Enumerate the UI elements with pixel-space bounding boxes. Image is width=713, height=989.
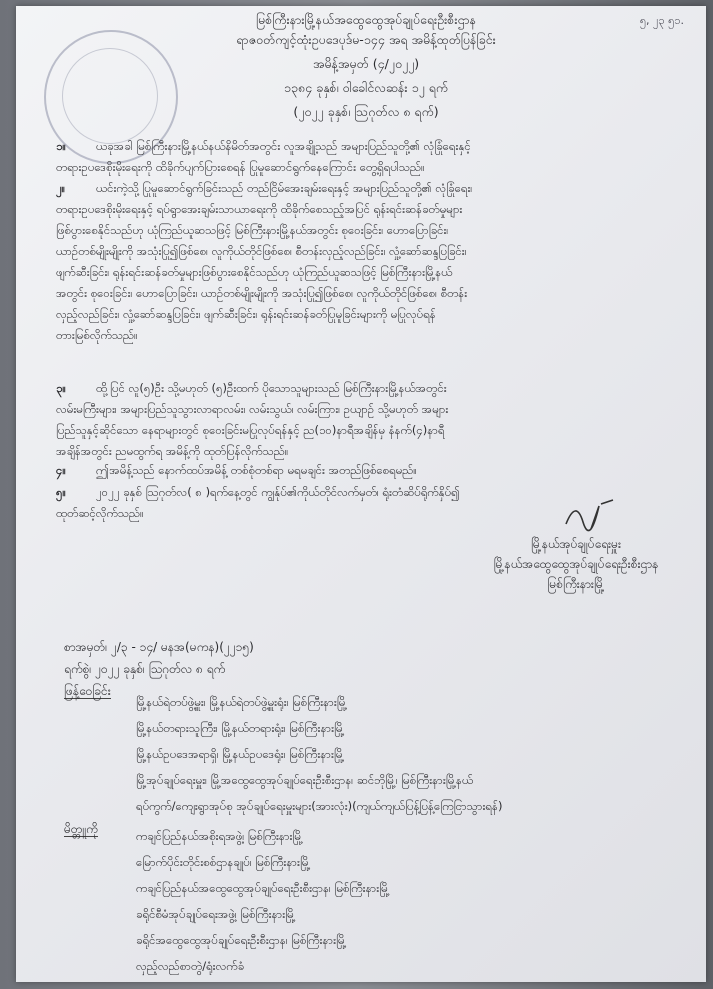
paragraph-line [56, 460, 676, 481]
paragraph-text: ထို့ပြင် လူ(၅)ဦး သို့မဟုတ် (၅)ဦးထက် ပိုသောသူများသည် မြစ်ကြီးနားမြို့နယ်အတွင်း [96, 381, 447, 395]
distribution-heading: ဖြန့်ဝေခြင်း [64, 684, 111, 698]
copies-heading: မိတ္တူကို [64, 822, 98, 836]
paragraph-number: ၅။ [56, 485, 66, 499]
document-sheet [16, 6, 706, 982]
signatory-department: မြို့နယ်အထွေထွေအုပ်ချုပ်ရေးဦးစီးဌာန [493, 557, 659, 571]
paragraph-text: တားမြစ်လိုက်သည်။ [56, 328, 138, 342]
paragraph-text: လှည့်လည်ခြင်း၊ လှုံ့ဆော်ဆန္ဒပြခြင်း၊ ဖျက်ဆီးခြင်း၊ ရုန်းရင်းဆန်ခတ်ပြုမူခြင်းများကို မပြုလုပ်ရန် [56, 307, 436, 321]
paragraph [56, 460, 676, 481]
paragraph-text: ယာဉ်တစ်မျိုးမျိုးကို အသုံးပြု၍ဖြစ်စေ၊ လူကိုယ်တိုင်ဖြစ်စေ၊ စီတန်းလှည့်လည်ခြင်း၊ လှုံ့ဆော်ဆန္ဒပြခြင်း၊ [56, 244, 467, 258]
paragraph-line [56, 325, 676, 346]
paragraph-number: ၁။ [56, 139, 66, 153]
paragraph-text: ပြည်သူနှင့်ဆိုင်သော နေရာများတွင် စုဝေးခြင်းမပြုလုပ်ရန်နှင့် ည(၁၀)နာရီအချိန်မှ နံနက်(၄)နာရီ [56, 423, 445, 437]
paragraph-text: ထုတ်ဆင့်လိုက်သည်။ [56, 506, 144, 520]
signatory-title: မြို့နယ်အုပ်ချုပ်ရေးမှူး [530, 537, 621, 551]
copy-recipient-item: ကချင်ပြည်နယ်အစိုးရအဖွဲ့၊ မြစ်ကြီးနားမြို့ [136, 829, 303, 843]
distribution-item: မြို့နယ်ဥပဒေအရာရှိ၊ မြို့နယ်ဥပဒေရုံး၊ မြစ်ကြီးနားမြို့ [136, 747, 345, 761]
paragraph [56, 136, 676, 178]
paragraph-text: ဤအမိန့်သည် နောက်ထပ်အမိန့် တစ်စုံတစ်ရာ မရမချင်း အတည်ဖြစ်စေရမည်။ [96, 463, 417, 477]
signature-scribble [561, 494, 621, 534]
paragraph-text: ဖြစ်ပွားစေနိုင်သည်ဟု ယုံကြည်ယူဆသဖြင့် မြစ်ကြီးနားမြို့နယ်အတွင်း စုဝေးခြင်း၊ ဟောပြောခြင်း၊ [56, 223, 449, 237]
paragraph-line [56, 157, 676, 178]
paragraph-line [56, 136, 676, 157]
paragraph-line [56, 199, 676, 220]
copy-recipient-item: ကချင်ပြည်နယ်အထွေထွေအုပ်ချုပ်ရေးဦးစီးဌာန၊ မြစ်ကြီးနားမြို့ [136, 881, 390, 895]
distribution-item: ရပ်ကွက်/ကျေးရွာအုပ်စု အုပ်ချုပ်ရေးမှူးများ(အားလုံး)(ကျယ်ကျယ်ပြန့်ပြန့်ကြေငြာသွားရန်) [136, 799, 503, 813]
paragraph-line [56, 262, 676, 283]
paragraph [56, 378, 676, 462]
paragraph-line [56, 241, 676, 262]
paragraph-text: ဖျက်ဆီးခြင်း၊ ရုန်းရင်းဆန်ခတ်မှုများဖြစ်ပွားစေနိုင်သည်ဟု ယုံကြည်ယူဆသဖြင့် မြစ်ကြီးနားမြို့နယ် [56, 265, 453, 279]
paragraph [56, 178, 676, 346]
paragraph-number: ၃။ [56, 381, 66, 395]
header-gregorian-date: (၂၀၂၂ ခုနှစ်၊ ဩဂုတ်လ ၈ ရက်) [293, 104, 439, 119]
paragraph-line [56, 420, 676, 441]
paragraph-text: လမ်းမကြီးများ၊ အများပြည်သူသွားလာရာလမ်း၊ လမ်းသွယ်၊ လမ်းကြား၊ ဥယျာဉ် သို့မဟုတ် အများ [56, 402, 449, 416]
paragraph-line [56, 304, 676, 325]
copy-recipient-item: ခရိုင်အထွေထွေအုပ်ချုပ်ရေးဦးစီးဌာန၊ မြစ်ကြီးနားမြို့ [136, 933, 347, 947]
paragraph-text: အတွင်း စုဝေးခြင်း၊ ဟောပြောခြင်း၊ ယာဉ်တစ်မျိုးမျိုးကို အသုံးပြု၍ဖြစ်စေ၊ လူကိုယ်တိုင်ဖြစ်စေ၊ စီတန်း [56, 286, 468, 300]
distribution-item: မြို့နယ်ရဲတပ်ဖွဲ့မှူး၊ မြို့နယ်ရဲတပ်ဖွဲ့မှူးရုံး၊ မြစ်ကြီးနားမြို့ [136, 695, 348, 709]
letter-reference: စာအမှတ်၊ ၂/၃ - ၁၄/ မနအ(မကန)(၂၂၁၅) [64, 640, 254, 654]
paragraph-text: ၂၀၂၂ ခုနှစ် ဩဂုတ်လ( ၈ )ရက်နေ့တွင် ကျွန်ုပ်၏ကိုယ်တိုင်လက်မှတ်၊ ရုံးတံဆိပ်ရိုက်နှိပ်၍ [96, 485, 460, 499]
header-order-subject: ရာဇဝတ်ကျင့်ထုံးဥပဒေပုဒ်မ-၁၄၄ အရ အမိန့်ထုတ်ပြန်ခြင်း [236, 32, 496, 47]
header-order-number: အမိန့်အမှတ် (၄/၂၀၂၂) [312, 56, 420, 71]
header-myanmar-date: ၁၃၈၄ ခုနှစ်၊ ဝါခေါင်လဆန်း ၁၂ ရက် [283, 80, 449, 95]
paragraph-line [56, 441, 676, 462]
copy-recipient-item: လှည့်လည်စာတွဲ/ရုံးလက်ခံ [136, 959, 245, 973]
handwritten-note: ၅, ၂၃ ၅၁. [639, 14, 684, 27]
paragraph-text: တရားဥပဒေစိုးမိုးရေးကို ထိခိုက်ပျက်ပြားစေရန် ပြုမူဆောင်ရွက်နေကြောင်း တွေ့ရှိရပါသည်။ [56, 160, 425, 174]
paragraph-text: ယင်းကဲ့သို့ ပြုမူဆောင်ရွက်ခြင်းသည် တည်ငြိမ်အေးချမ်းရေးနှင့် အများပြည်သူတို့၏ လုံခြုံရေး၊ [96, 181, 473, 195]
distribution-item: မြို့အုပ်ချုပ်ရေးမှူး၊ မြို့အထွေထွေအုပ်ချုပ်ရေးဦးစီးဌာန၊ ဆင်ဘိုမြို့၊ မြစ်ကြီးနားမြို့နယ် [136, 773, 474, 787]
header-department: မြစ်ကြီးနားမြို့နယ်အထွေထွေအုပ်ချုပ်ရေးဦးစီးဌာန [255, 12, 477, 27]
paragraph-line [56, 220, 676, 241]
letter-date: ရက်စွဲ၊ ၂၀၂၂ ခုနှစ်၊ ဩဂုတ်လ ၈ ရက် [64, 662, 226, 676]
paragraph-number: ၂။ [56, 181, 66, 195]
paragraph-line [56, 399, 676, 420]
paragraph-text: တရားဥပဒေစိုးမိုးရေးနှင့် ရပ်ရွာအေးချမ်းသာယာရေးကို ထိခိုက်စေသည့်အပြင် ရုန်းရင်းဆန်ခတ်မှုများ [56, 202, 463, 216]
signatory-place: မြစ်ကြီးနားမြို့ [547, 577, 605, 591]
copy-recipient-item: မြောက်ပိုင်းတိုင်းစစ်ဌာနချုပ်၊ မြစ်ကြီးနားမြို့ [136, 855, 311, 869]
distribution-item: မြို့နယ်တရားသူကြီး၊ မြို့နယ်တရားရုံး၊ မြစ်ကြီးနားမြို့ [136, 721, 345, 735]
paragraph-line [56, 178, 676, 199]
paragraph-text: အချိန်အတွင်း ညမထွက်ရ အမိန့်ကို ထုတ်ပြန်လိုက်သည်။ [56, 444, 289, 458]
paragraph-line [56, 378, 676, 399]
paragraph-text: ယခုအခါ မြစ်ကြီးနားမြို့နယ်နယ်နိမိတ်အတွင်း လူအချို့သည် အများပြည်သူတို့၏ လုံခြုံရေးနှင့် [96, 139, 471, 153]
paragraph-number: ၄။ [56, 463, 66, 477]
copy-recipient-item: ခရိုင်စီမံအုပ်ချုပ်ရေးအဖွဲ့၊ မြစ်ကြီးနားမြို့ [136, 907, 296, 921]
paragraph-line [56, 283, 676, 304]
